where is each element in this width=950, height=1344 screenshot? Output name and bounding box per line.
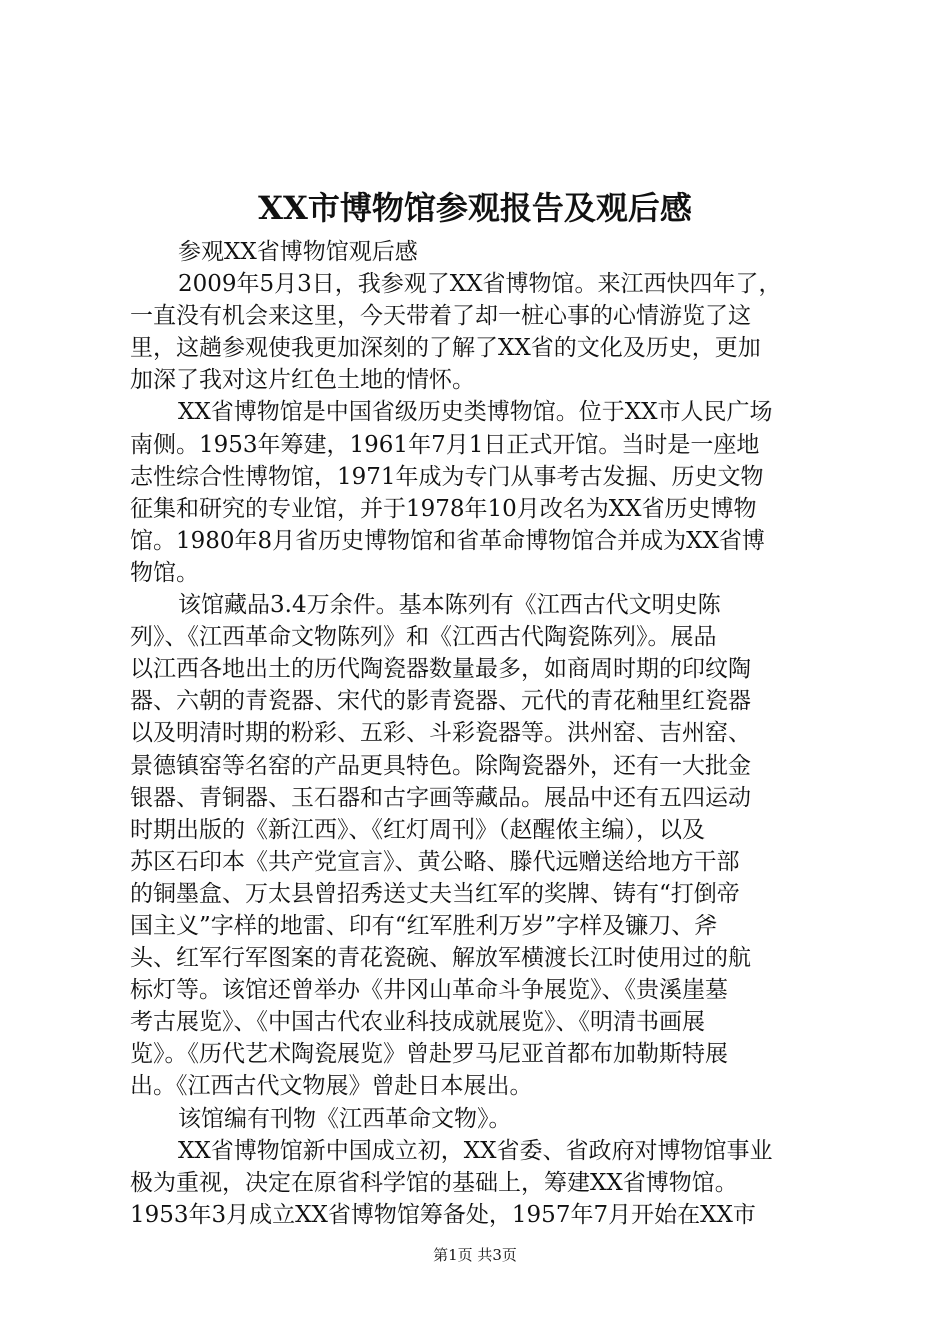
body-line: 列》、《江西革命文物陈列》和《江西古代陶瓷陈列》。展品 bbox=[130, 624, 717, 651]
body-line: 参观XX省博物馆观后感 bbox=[178, 239, 418, 265]
body-line: 1953年3月成立XX省博物馆筹备处，1957年7月开始在XX市 bbox=[130, 1201, 756, 1228]
body-line: 加深了我对这片红色土地的情怀。 bbox=[130, 367, 475, 394]
body-line: 里，这趟参观使我更加深刻的了解了XX省的文化及历史，更加 bbox=[130, 335, 761, 362]
body-line: XX省博物馆是中国省级历史类博物馆。位于XX市人民广场 bbox=[178, 399, 773, 426]
body-line: 国主义”字样的地雷、印有“红军胜利万岁”字样及镰刀、斧 bbox=[130, 912, 718, 939]
document-body bbox=[130, 236, 830, 1231]
body-line: 该馆藏品3.4万余件。基本陈列有《江西古代文明史陈 bbox=[178, 592, 721, 619]
body-line: 头、红军行军图案的青花瓷碗、解放军横渡长江时使用过的航 bbox=[130, 945, 751, 972]
body-line: 苏区石印本《共产党宣言》、黄公略、滕代远赠送给地方干部 bbox=[130, 848, 740, 875]
body-line: 器、六朝的青瓷器、宋代的影青瓷器、元代的青花釉里红瓷器 bbox=[130, 688, 751, 715]
body-line: 2009年5月3日，我参观了XX省博物馆。来江西快四年了， bbox=[178, 271, 782, 298]
body-line: 以江西各地出土的历代陶瓷器数量最多，如商周时期的印纹陶 bbox=[130, 656, 751, 683]
body-line: XX省博物馆新中国成立初，XX省委、省政府对博物馆事业 bbox=[178, 1137, 773, 1164]
body-line: 出。《江西古代文物展》曾赴日本展出。 bbox=[130, 1073, 533, 1100]
page-footer: 第1页 共3页 bbox=[433, 1246, 517, 1264]
body-line: 馆。1980年8月省历史博物馆和省革命博物馆合并成为XX省博 bbox=[130, 527, 765, 554]
body-line: 标灯等。该馆还曾举办《井冈山革命斗争展览》、《贵溪崖墓 bbox=[130, 977, 728, 1004]
document-title: XX市博物馆参观报告及观后感 bbox=[258, 189, 692, 227]
body-line: 志性综合性博物馆，1971年成为专门从事考古发掘、历史文物 bbox=[130, 463, 764, 490]
body-line: 该馆编有刊物《江西革命文物》。 bbox=[178, 1105, 512, 1132]
body-line: 一直没有机会来这里，今天带着了却一桩心事的心情游览了这 bbox=[130, 303, 751, 330]
body-line: 景德镇窑等名窑的产品更具特色。除陶瓷器外，还有一大批金 bbox=[130, 752, 751, 779]
body-line: 览》。《历代艺术陶瓷展览》曾赴罗马尼亚首都布加勒斯特展 bbox=[130, 1041, 728, 1068]
body-line: 征集和研究的专业馆，并于1978年10月改名为XX省历史博物 bbox=[130, 495, 757, 522]
body-line: 极为重视，决定在原省科学馆的基础上，筹建XX省博物馆。 bbox=[130, 1169, 738, 1196]
body-line: 以及明清时期的粉彩、五彩、斗彩瓷器等。洪州窑、吉州窑、 bbox=[130, 720, 751, 747]
body-line: 南侧。1953年筹建，1961年7月1日正式开馆。当时是一座地 bbox=[130, 431, 760, 458]
body-line: 的铜墨盒、万太县曾招秀送丈夫当红军的奖牌、铸有“打倒帝 bbox=[130, 880, 740, 907]
body-line: 考古展览》、《中国古代农业科技成就展览》、《明清书画展 bbox=[130, 1009, 705, 1036]
body-line: 银器、青铜器、玉石器和古字画等藏品。展品中还有五四运动 bbox=[130, 784, 751, 811]
body-line: 物馆。 bbox=[130, 559, 199, 586]
body-line: 时期出版的《新江西》、《红灯周刊》（赵醒侬主编），以及 bbox=[130, 816, 705, 843]
